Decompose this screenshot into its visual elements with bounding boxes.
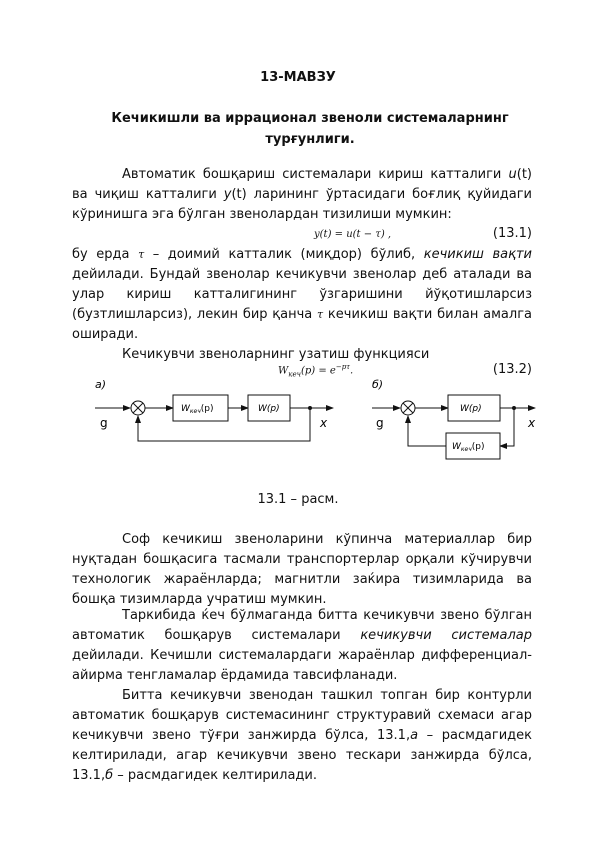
p2-tau-1: τ	[138, 248, 145, 261]
fig-a-box-delay-label: $W_{кеч}(p)$	[181, 404, 214, 415]
fig-b-box-w-label: W(p)	[460, 404, 482, 414]
eq2-lhs: W	[278, 365, 289, 377]
p2-text-d: кечикиш вақти билан амалга оширади.	[72, 307, 532, 342]
fig-a-summing-junction	[131, 401, 145, 415]
fig-b-input-label: g	[376, 416, 384, 430]
p5-emphasis: кечикувчи системалар	[360, 628, 532, 643]
equation-number-13-2: (13.2)	[492, 362, 532, 377]
figure-13-1	[0, 375, 596, 470]
fig-b-box-delay-label: $W_{кеч}(p)$	[452, 442, 485, 453]
eq2-sub: кеч	[288, 370, 301, 379]
p1-t1: (t)	[516, 167, 532, 182]
figure-caption: 13.1 – расм.	[257, 492, 339, 507]
fig-b-feedback-line-2	[408, 416, 446, 446]
p2-text-c: дейилади. Бундай звенолар кечикувчи звенолар деб аталади ва улар кириш катталигининг ўзгаришини йўқотишларсиз (бузтлишларсиз), лекин бир қанча	[72, 267, 532, 322]
paragraph-3: Кечикувчи звеноларнинг узатиш функцияси	[122, 347, 430, 362]
fig-label-b: б)	[372, 378, 384, 391]
p1-var-u: u	[508, 167, 517, 182]
eq2-sup: −pτ	[335, 363, 351, 371]
p2-emphasis: кечикиш вақти	[423, 247, 533, 262]
fig-a-box-w-label: W(p)	[258, 404, 280, 414]
p1-text-c: ларининг ўртасидаги боғлиқ қуйидаги кўринишга эга бўлган звенолардан тизилиши мумкин:	[72, 187, 532, 222]
fig-b-feedback-line-1	[500, 408, 514, 446]
p1-text-a: Автоматик бошқариш системалари кириш катталиги	[122, 167, 509, 182]
fig-b-summing-junction	[401, 401, 415, 415]
fig-label-a: а)	[95, 378, 107, 391]
eq2-mid: (p) = e	[300, 365, 336, 377]
p6-text-b: – расмдагидек келтирилади, агар кечикувчи звено тескари занжирда бўлса, 13.1,	[72, 728, 532, 783]
page-title: 13-МАВЗУ	[260, 70, 336, 85]
p5-text-b: дейилади. Кечишли системалардаги жараёнлар дифференциал-айирма тенгламалар ёрдамида тавсифланади.	[72, 648, 532, 683]
p2-text-a: бу ерда	[72, 247, 139, 262]
p6-ref-a: а	[410, 728, 419, 743]
p2-text-b: – доимий катталик (миқдор) бўлиб,	[144, 247, 424, 262]
fig-b-output-label: x	[528, 416, 536, 430]
p1-t2: (t)	[231, 187, 247, 202]
p1-text-b: ва чиқиш катталиги	[72, 187, 224, 202]
p1-var-y: y	[223, 187, 232, 202]
fig-a-output-label: x	[320, 416, 328, 430]
p6-text-a: Битта кечикувчи звенодан ташкил топган бир контурли автоматик бошқарув системасининг структуравий схемаси агар кечикувчи звено тўғри занжирда бўлса, 13.1,	[72, 688, 532, 743]
p6-ref-b: б	[105, 768, 114, 783]
fig-a-input-label: g	[100, 416, 108, 430]
p5-text-a: Таркибида ќеч бўлмаганда битта кечикувчи звено бўлган автоматик бошқарув системалари	[72, 608, 532, 643]
paragraph-4: Соф кечикиш звеноларини кўпинча материаллар бир нуқтадан бошқасига тасмали транспортерлар орқали кўчирувчи технологик жараёнларда; магнитли заќира тизимларида ва бошқа тизимларда учратиш мумкин.	[72, 532, 532, 607]
section-subtitle: Кечикишли ва иррационал звеноли системаларнинг турғунлиги.	[111, 111, 509, 147]
p6-text-c: – расмдагидек келтирилади.	[113, 768, 317, 783]
paragraph-6	[72, 686, 532, 786]
eq2-end: .	[350, 365, 354, 377]
p2-tau-2: τ	[317, 308, 324, 321]
paragraph-5	[72, 606, 532, 686]
paragraph-1	[72, 165, 532, 225]
equation-13-1: y(t) = u(t − τ) ,	[314, 229, 392, 240]
paragraph-2	[72, 245, 532, 345]
equation-number-13-1: (13.1)	[492, 226, 532, 241]
